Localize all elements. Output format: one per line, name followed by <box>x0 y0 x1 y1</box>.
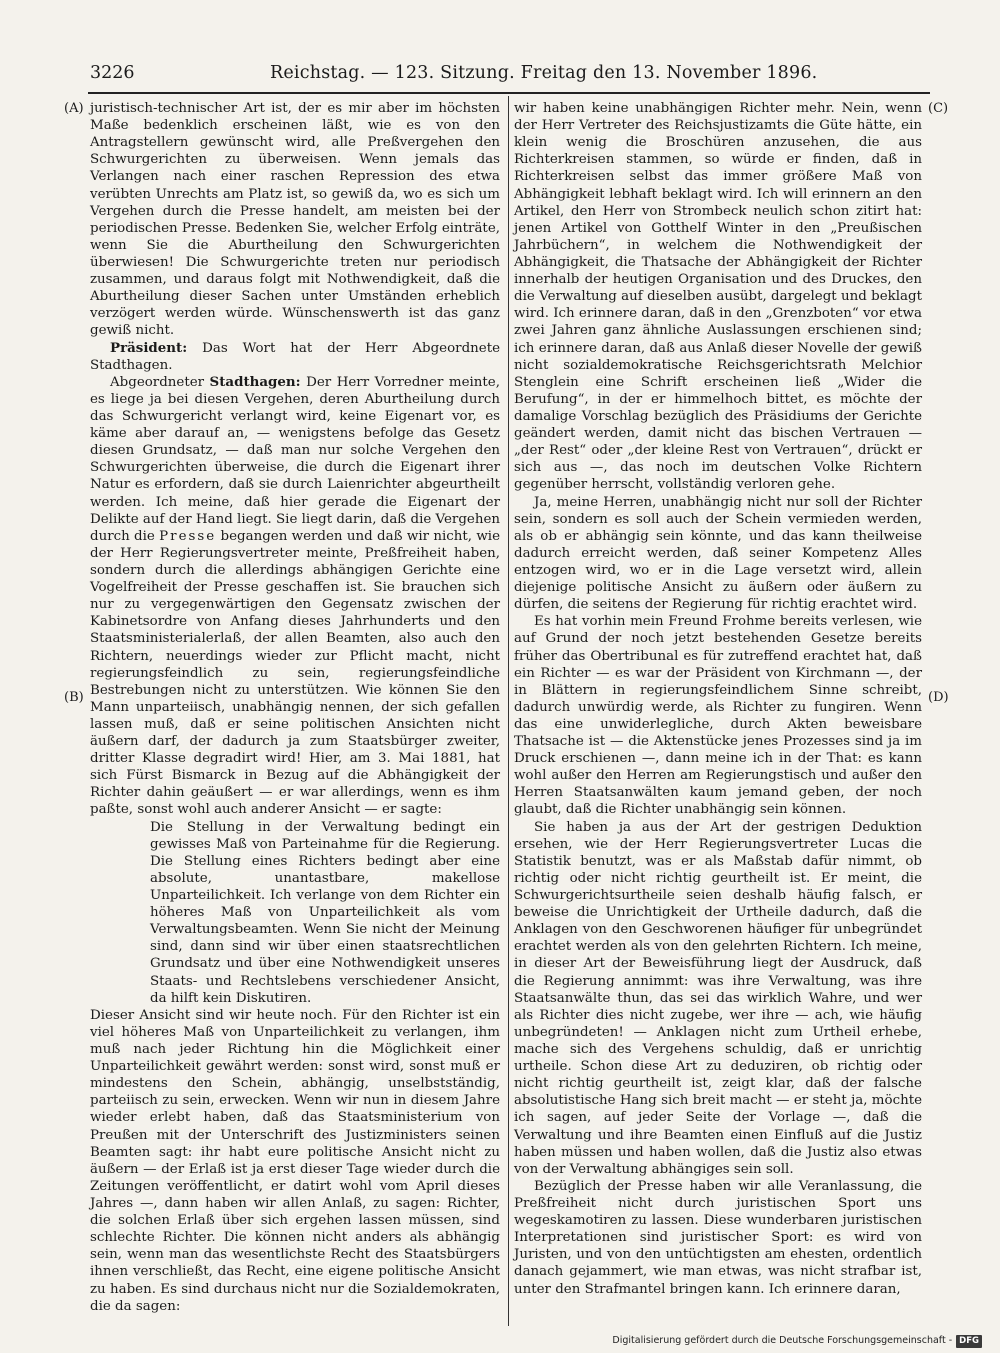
page-number: 3226 <box>90 63 135 83</box>
left-column <box>90 100 500 1315</box>
paragraph: Sie haben ja aus der Art der gestrigen Deduktion ersehen, wie der Herr Regierungsvertreter Lucas die Statistik benutzt, was er als Maßstab dafür nimmt, ob richtig oder nicht richtig geurtheilt ist. Er meint, die Schwurgerichtsurtheile seien deshalb häufig falsch, er beweise die Unrichtigkeit der Urtheile dadurch, daß die Anklagen von den Geschworenen häufiger für unbegründet erachtet werden als von den gelehrten Richtern. Ich meine, in dieser Art der Beweisführung liegt der Ausdruck, daß die Regierung annimmt: was ihre Verwaltung, was ihre Staatsanwälte thun, das sei das wirklich Wahre, und wer als Richter dies nicht zugebe, wer ihre — ach, wie häufig unbegründeten! — Anklagen nicht zum Urtheil erhebe, mache sich des Vergehens schuldig, daß er unrichtig urtheile. Schon diese Art zu deduziren, ob richtig oder nicht richtig geurtheilt ist, zeigt klar, daß der falsche absolutistische Hang sich breit macht — er steht ja, möchte ich sagen, auf jeder Seite der Vorlage —, daß die Verwaltung und ihre Beamten einen Einfluß auf die Justiz haben müssen und haben wollen, daß die Justiz also etwas von der Verwaltung abhängiges sein soll. <box>514 819 922 1177</box>
right-column <box>514 100 922 1298</box>
paragraph: Bezüglich der Presse haben wir alle Veranlassung, die Preßfreiheit nicht durch juristischen Sport uns wegeskamotiren zu lassen. Diese wunderbaren juristischen Interpretationen sind juristischer Sport: es wird von Juristen, und von den untüchtigsten am ehesten, ordentlich danach gejammert, wie man etwas, was nicht strafbar ist, unter den Strafmantel bringen kann. Ich erinnere daran, <box>514 1178 922 1297</box>
paragraph: Ja, meine Herren, unabhängig nicht nur soll der Richter sein, sondern es soll auch der Schein vermieden werden, als ob er abhängig sein könnte, und das kann theilweise dadurch erreicht werden, daß seiner Kompetenz Alles entzogen wird, wo er in die Lage versetzt wird, allein diejenige politische Ansicht zu äußern oder äußern zu dürfen, die seitens der Regierung für richtig erachtet wird. <box>514 494 922 613</box>
footer-credit <box>612 1334 982 1348</box>
paragraph-text: Der Herr Vorredner meinte, es liege ja bei diesen Vergehen, deren Aburtheilung durch das Schwurgericht verlangt wird, keine Eigenart vor, es käme aber darauf an, — wenigstens befolge das Gesetz diesen Grundsatz, — daß man nur solche Vergehen den Schwurgerichten überweise, die durch die Eigenart ihrer Natur es erfordern, daß sie durch Laienrichter abgeurtheilt werden. Ich meine, daß hier gerade die Eigenart der Delikte auf der Hand liegt. Sie liegt darin, daß die Vergehen durch die <box>90 374 500 544</box>
emphasized-word: Presse <box>159 528 217 544</box>
paragraph-text: Das Wort hat der Herr Abgeordnete Stadthagen. <box>90 340 500 373</box>
margin-mark-c: (C) <box>928 101 949 116</box>
paragraph <box>90 374 500 819</box>
speaker-label: Präsident: <box>110 339 188 356</box>
running-title: Reichstag. — 123. Sitzung. Freitag den 13. November 1896. <box>270 63 818 83</box>
footer-text: Digitalisierung gefördert durch die Deutsche Forschungsgemeinschaft - <box>612 1335 953 1346</box>
paragraph: wir haben keine unabhängigen Richter mehr. Nein, wenn der Herr Vertreter des Reichsjustizamts die Güte hätte, ein klein wenig die Broschüren anzusehen, die aus Richterkreisen stammen, so würde er finden, daß in Richterkreisen selbst das immer größere Maß von Abhängigkeit lebhaft beklagt wird. Ich will erinnern an den Artikel, den Herr von Strombeck neulich schon zitirt hat: jenen Artikel von Gotthelf Winter in den „Preußischen Jahrbüchern“, in welchem die Nothwendigkeit der Abhängigkeit, die Thatsache der Abhängigkeit der Richter innerhalb der heutigen Organisation und des Druckes, den die Verwaltung auf dieselben ausübt, dargelegt und beklagt wird. Ich erinnere daran, daß in den „Grenzboten“ vor etwa zwei Jahren ganz ähnliche Auslassungen erschienen sind; ich erinnere daran, daß aus Anlaß dieser Novelle der gewiß nicht sozialdemokratische Reichsgerichtsrath Melchior Stenglein eine Schrift erscheinen ließ „Wider die Berufung“, in der er himmelhoch bittet, es möchte der damalige Vorschlag bezüglich des Präsidiums der Gerichte geändert werden, damit nicht das bischen Vertrauen — „der Rest“ oder „der kleine Rest von Vertrauen“, drückt er sich aus —, das noch im deutschen Volke Richtern gegenüber herrscht, vollständig verloren gehe. <box>514 101 922 493</box>
paragraph-text: begangen werden und daß wir nicht, wie der Herr Regierungsvertreter meinte, Preßfreiheit haben, sondern durch die allerdings abhängigen Gerichte eine Vogelfreiheit der Presse geschaffen ist. Sie brauchen sich nur zu vergegenwärtigen den Gegensatz zwischen der Kabinetsordre von Anfang dieses Jahrhunderts und den Staatsministerialerlaß, der allen Beamten, also auch den Richtern, neuerdings wieder zur Pflicht macht, nicht regierungsfeindlich zu sein, regierungsfeindliche Bestrebungen nicht zu unterstützen. Wie können Sie den Mann unparteiisch, unabhängig nennen, der sich gefallen lassen muß, daß er seine politischen Ansichten nicht äußern darf, der dadurch ja zum Staatsbürger zweiter, dritter Klasse degradirt wird! Hier, am 3. Mai 1881, hat sich Fürst Bismarck in Bezug auf die Abhängigkeit der Richter dahin geäußert — er war allerdings, wenn es ihm paßte, sonst wohl auch anderer Ansicht — er sagte: <box>90 528 501 818</box>
paragraph: Es hat vorhin mein Freund Frohme bereits verlesen, wie auf Grund der noch jetzt bestehenden Gesetze bereits früher das Obertribunal es für zutreffend erachtet hat, daß ein Richter — es war der Präsident von Kirchmann —, der in Blättern in regierungsfeindlichem Sinne schreibt, dadurch unwürdig werde, als Richter zu fungiren. Wenn das eine unwiderlegliche, durch Akten beweisbare Thatsache ist — die Aktenstücke jenes Prozesses sind ja im Druck erschienen —, dann meine ich in der That: es kann wohl außer den Herren am Regierungstisch und außer den Herren Staatsanwälten kaum jemand geben, der noch glaubt, daß die Richter unabhängig sein können. <box>514 614 922 818</box>
paragraph <box>90 340 500 374</box>
paragraph: Dieser Ansicht sind wir heute noch. Für den Richter ist ein viel höheres Maß von Unparteilichkeit zu verlangen, ihm muß nach jeder Richtung hin die Möglichkeit einer Unparteilichkeit gewährt werden: sonst wird, sonst muß er mindestens den Schein, abhängig, unselbstständig, parteiisch zu sein, erwecken. Wenn wir nun in diesem Jahre wieder erlebt haben, daß das Staatsministerium von Preußen mit der Unterschrift des Justizministers seinen Beamten sagt: ihr habt eure politische Ansicht nicht zu äußern — der Erlaß ist ja erst dieser Tage wieder durch die Zeitungen veröffentlicht, er datirt wohl vom April dieses Jahres —, dann haben wir allen Anlaß, zu sagen: Richter, die solchen Erlaß über sich ergehen lassen müssen, sind schlechte Richter. Die können nicht anders als abhängig sein, wenn man das wesentlichste Recht des Staatsbürgers ihnen verschließt, das Recht, eine eigene politische Ansicht zu haben. Es sind durchaus nicht nur die Sozialdemokraten, die da sagen: <box>90 1007 500 1314</box>
speaker-intro: Abgeordneter <box>110 374 210 390</box>
margin-mark-d: (D) <box>928 690 949 705</box>
speaker-label: Stadthagen: <box>209 373 301 390</box>
margin-mark-b: (B) <box>64 690 84 705</box>
dfg-logo: DFG <box>956 1335 982 1348</box>
paragraph: juristisch-technischer Art ist, der es mir aber im höchsten Maße bedenklich erscheinen läßt, wie es von den Antragstellern gewünscht wird, alle Preßvergehen den Schwurgerichten zu überweisen. Wenn jemals das Verlangen nach einer raschen Repression des etwa verübten Unrechts am Platz ist, so gewiß da, wo es sich um Vergehen durch die Presse handelt, am meisten bei der periodischen Presse. Bedenken Sie, welcher Erfolg einträte, wenn Sie die Aburtheilung den Schwurgerichten überwiesen! Die Schwurgerichte treten nur periodisch zusammen, und daraus folgt mit Nothwendigkeit, daß die Aburtheilung dieser Sachen unter Umständen erheblich verzögert werden würde. Wünschenswerth ist das ganz gewiß nicht. <box>90 101 500 339</box>
header-rule <box>88 92 930 94</box>
block-quote: Die Stellung in der Verwaltung bedingt ein gewisses Maß von Parteinahme für die Regierung. Die Stellung eines Richters bedingt aber eine absolute, unantastbare, makellose Unparteilichkeit. Ich verlange von dem Richter ein höheres Maß von Unparteilichkeit als vom Verwaltungsbeamten. Wenn Sie nicht der Meinung sind, dann sind wir über einen staatsrechtlichen Grundsatz und über eine Nothwendigkeit unseres Staats- und Rechtslebens verschiedener Ansicht, da hilft kein Diskutiren. <box>150 819 500 1006</box>
column-divider <box>508 96 509 1326</box>
page-header <box>90 60 930 86</box>
margin-mark-a: (A) <box>64 101 84 116</box>
